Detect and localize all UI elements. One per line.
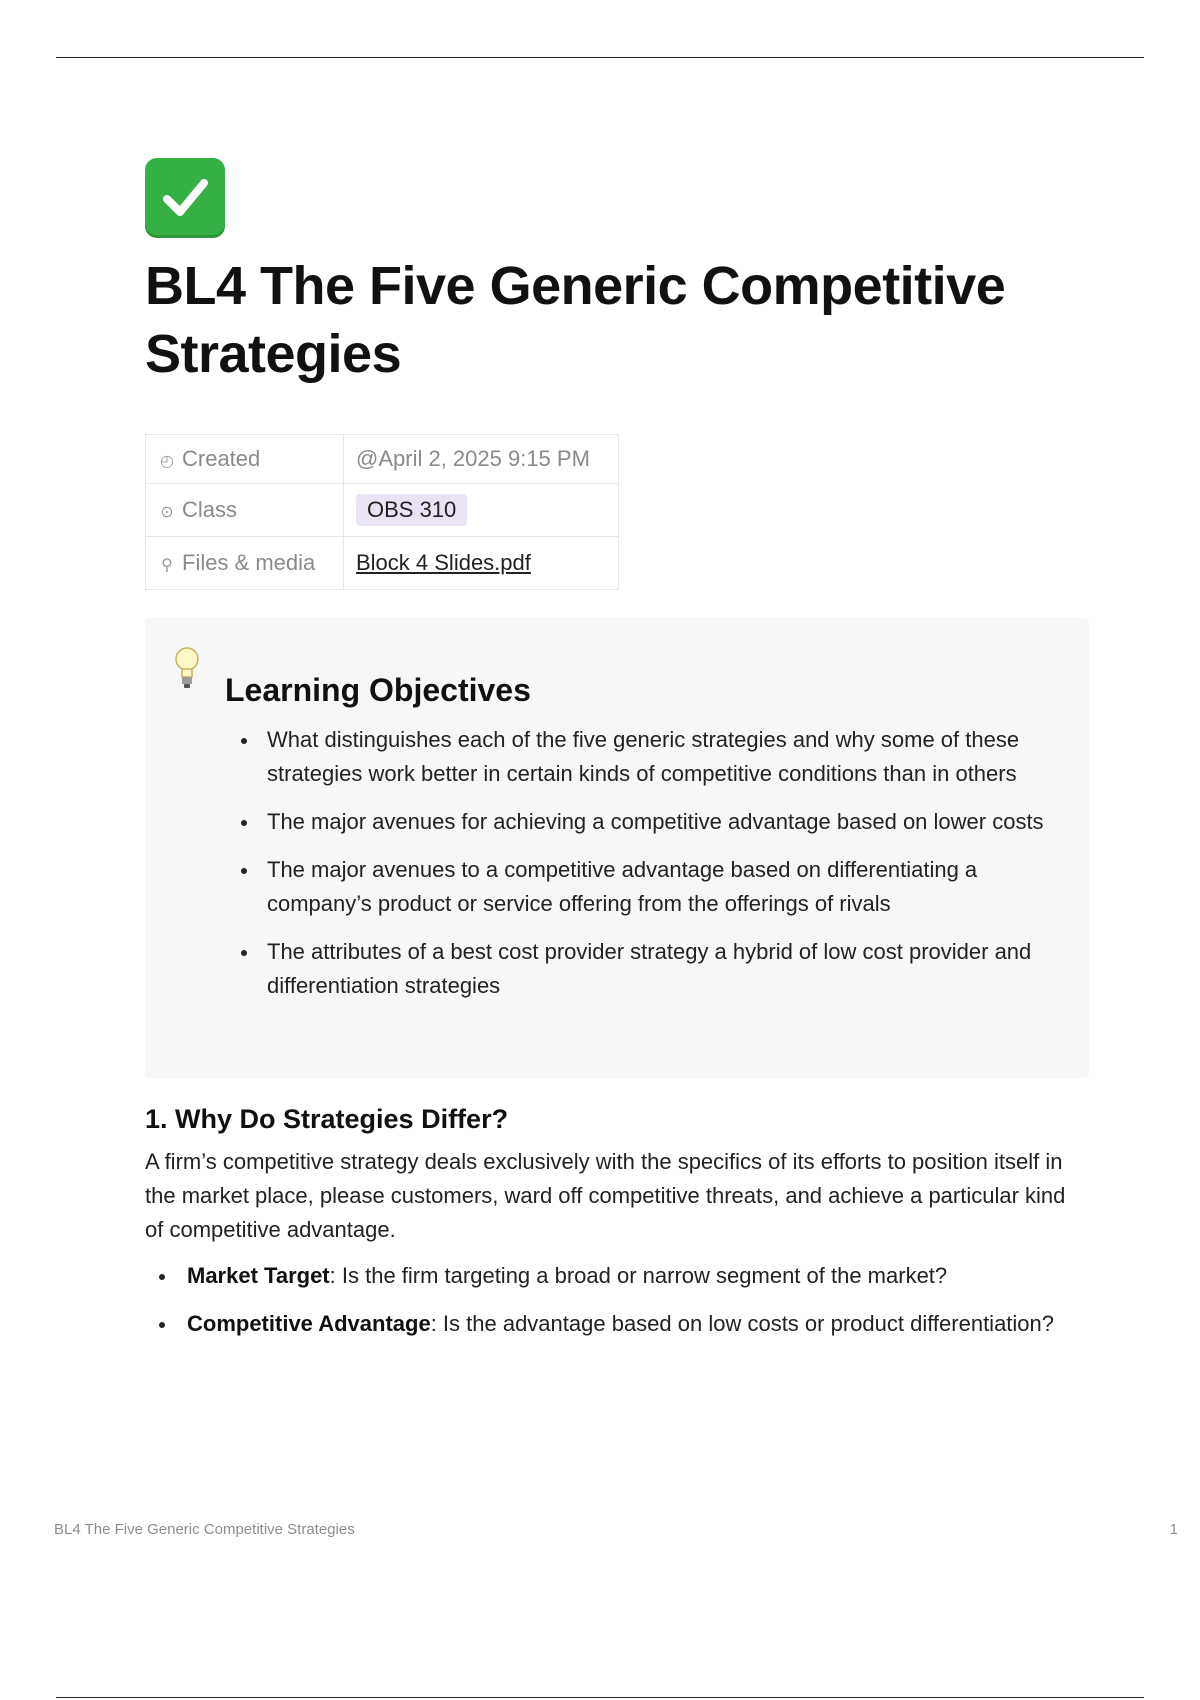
page-title: BL4 The Five Generic Competitive Strategies — [145, 256, 1006, 384]
file-link[interactable]: Block 4 Slides.pdf — [356, 550, 531, 575]
objective-item: What distinguishes each of the five generic strategies and why some of these strategies work better in certain kinds of competitive conditions than in others — [225, 723, 1061, 791]
page-content — [145, 158, 1089, 1355]
lightbulb-icon — [173, 646, 201, 690]
bullet-text: : Is the firm targeting a broad or narrow segment of the market? — [329, 1263, 948, 1288]
paperclip-icon: ⚲ — [161, 557, 173, 574]
property-row-files — [146, 537, 619, 590]
property-key-class[interactable] — [146, 484, 344, 537]
properties-table — [145, 434, 619, 590]
property-key-files[interactable] — [146, 537, 344, 590]
objective-item: The major avenues for achieving a competitive advantage based on lower costs — [225, 805, 1061, 839]
bullet-competitive-advantage — [145, 1307, 1089, 1341]
bullet-term: Competitive Advantage — [187, 1311, 431, 1336]
check-mark-icon — [145, 158, 225, 238]
property-row-class — [146, 484, 619, 537]
created-value[interactable]: @April 2, 2025 9:15 PM — [344, 435, 619, 484]
property-row-created — [146, 435, 619, 484]
bullet-text: : Is the advantage based on low costs or product differentiation? — [430, 1311, 1055, 1336]
section-heading: 1. Why Do Strategies Differ? — [145, 1104, 509, 1134]
clock-icon: ◴ — [160, 453, 174, 470]
select-icon: ⊙ — [160, 504, 174, 521]
learning-objectives-callout — [145, 618, 1089, 1078]
class-value[interactable] — [344, 484, 619, 537]
property-label: Files & media — [182, 550, 316, 575]
bottom-rule — [56, 1697, 1144, 1698]
objectives-list — [225, 723, 1061, 1003]
callout-title: Learning Objectives — [225, 672, 531, 708]
objective-item: The attributes of a best cost provider strategy a hybrid of low cost provider and differentiation strategies — [225, 935, 1061, 1003]
footer-title: BL4 The Five Generic Competitive Strategies — [54, 1521, 355, 1538]
files-value — [344, 537, 619, 590]
page-number: 1 — [1169, 1521, 1178, 1538]
bullet-market-target — [145, 1259, 1089, 1293]
section-bullet-list — [145, 1259, 1089, 1341]
top-rule — [56, 57, 1144, 58]
property-label: Class — [182, 497, 238, 522]
bullet-term: Market Target — [187, 1263, 330, 1288]
property-key-created[interactable] — [146, 435, 344, 484]
section-paragraph: A firm’s competitive strategy deals exclusively with the specifics of its efforts to position itself in the market place, please customers, ward off competitive threats, and achieve a particular kind of competitive advantage. — [145, 1149, 1066, 1242]
class-tag[interactable]: OBS 310 — [356, 494, 467, 526]
objective-item: The major avenues to a competitive advantage based on differentiating a company’s product or service offering from the offerings of rivals — [225, 853, 1061, 921]
page-footer — [54, 1521, 1178, 1538]
property-label: Created — [182, 446, 261, 471]
